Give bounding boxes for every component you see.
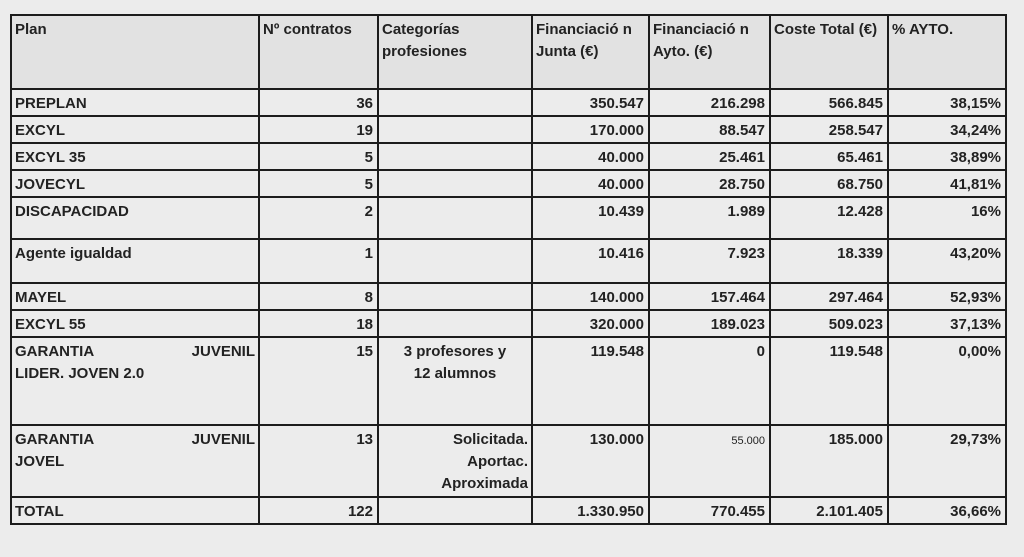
cell-pct: 29,73% xyxy=(888,425,1006,497)
cell-fin-ayto: 7.923 xyxy=(649,239,770,283)
plan-word: JUVENIL xyxy=(191,343,255,360)
table-row xyxy=(11,143,1006,170)
cell-fin-ayto: 216.298 xyxy=(649,89,770,116)
cell-contratos: 1 xyxy=(259,239,378,283)
cell-categorias xyxy=(378,143,532,170)
cell-fin-ayto: 28.750 xyxy=(649,170,770,197)
cell-fin-junta: 140.000 xyxy=(532,283,649,310)
cell-contratos: 122 xyxy=(259,497,378,524)
table-row xyxy=(11,170,1006,197)
cell-fin-junta: 40.000 xyxy=(532,170,649,197)
cell-coste: 68.750 xyxy=(770,170,888,197)
cell-pct: 41,81% xyxy=(888,170,1006,197)
cell-contratos: 18 xyxy=(259,310,378,337)
table-row xyxy=(11,310,1006,337)
funding-table xyxy=(10,14,1007,525)
categoria-line: Aproximada xyxy=(441,475,528,492)
table-row xyxy=(11,197,1006,239)
plan-line: JOVEL xyxy=(15,453,65,470)
categoria-line: Solicitada. xyxy=(452,431,528,448)
header-plan: Plan xyxy=(11,15,259,89)
cell-fin-junta: 40.000 xyxy=(532,143,649,170)
cell-pct: 0,00% xyxy=(888,337,1006,425)
cell-categorias xyxy=(378,116,532,143)
categoria-line: 12 alumnos xyxy=(413,365,497,382)
categoria-line: 3 profesores y xyxy=(403,343,507,360)
cell-fin-ayto: 1.989 xyxy=(649,197,770,239)
cell-contratos: 5 xyxy=(259,170,378,197)
plan-line xyxy=(15,429,255,451)
cell-pct: 52,93% xyxy=(888,283,1006,310)
cell-categorias xyxy=(378,170,532,197)
plan-line xyxy=(15,341,255,363)
cell-contratos: 19 xyxy=(259,116,378,143)
cell-plan: EXCYL 35 xyxy=(11,143,259,170)
cell-pct: 37,13% xyxy=(888,310,1006,337)
table-row xyxy=(11,425,1006,497)
cell-pct: 16% xyxy=(888,197,1006,239)
cell-contratos: 13 xyxy=(259,425,378,497)
plan-word: GARANTIA xyxy=(15,343,95,360)
cell-coste: 65.461 xyxy=(770,143,888,170)
cell-coste: 18.339 xyxy=(770,239,888,283)
cell-plan: Agente igualdad xyxy=(11,239,259,283)
header-categorias: Categorías profesiones xyxy=(378,15,532,89)
cell-fin-ayto: 189.023 xyxy=(649,310,770,337)
cell-fin-junta: 10.416 xyxy=(532,239,649,283)
cell-categorias xyxy=(378,283,532,310)
cell-plan: MAYEL xyxy=(11,283,259,310)
cell-coste: 258.547 xyxy=(770,116,888,143)
cell-plan: TOTAL xyxy=(11,497,259,524)
cell-contratos: 8 xyxy=(259,283,378,310)
table-row xyxy=(11,89,1006,116)
cell-contratos: 2 xyxy=(259,197,378,239)
cell-fin-junta: 1.330.950 xyxy=(532,497,649,524)
cell-fin-junta: 320.000 xyxy=(532,310,649,337)
header-fin-junta: Financiació n Junta (€) xyxy=(532,15,649,89)
cell-coste: 2.101.405 xyxy=(770,497,888,524)
cell-fin-ayto xyxy=(649,425,770,497)
cell-plan: PREPLAN xyxy=(11,89,259,116)
cell-fin-ayto: 25.461 xyxy=(649,143,770,170)
cell-pct: 43,20% xyxy=(888,239,1006,283)
plan-word: GARANTIA xyxy=(15,431,95,448)
cell-pct: 34,24% xyxy=(888,116,1006,143)
header-row xyxy=(11,15,1006,89)
cell-fin-ayto: 157.464 xyxy=(649,283,770,310)
header-fin-ayto: Financiació n Ayto. (€) xyxy=(649,15,770,89)
table-row xyxy=(11,337,1006,425)
header-pct-ayto: % AYTO. xyxy=(888,15,1006,89)
cell-plan xyxy=(11,337,259,425)
cell-pct: 36,66% xyxy=(888,497,1006,524)
cell-coste: 119.548 xyxy=(770,337,888,425)
cell-coste: 297.464 xyxy=(770,283,888,310)
cell-pct: 38,15% xyxy=(888,89,1006,116)
cell-contratos: 36 xyxy=(259,89,378,116)
cell-plan: EXCYL xyxy=(11,116,259,143)
cell-categorias xyxy=(378,197,532,239)
small-value: 55.000 xyxy=(731,435,765,447)
categoria-line: Aportac. xyxy=(467,453,528,470)
cell-fin-junta: 350.547 xyxy=(532,89,649,116)
header-contratos: Nº contratos xyxy=(259,15,378,89)
cell-categorias xyxy=(378,89,532,116)
cell-fin-ayto: 0 xyxy=(649,337,770,425)
cell-coste: 509.023 xyxy=(770,310,888,337)
cell-contratos: 15 xyxy=(259,337,378,425)
cell-plan: DISCAPACIDAD xyxy=(11,197,259,239)
table-row xyxy=(11,239,1006,283)
cell-fin-junta: 130.000 xyxy=(532,425,649,497)
cell-categorias xyxy=(378,337,532,425)
cell-categorias xyxy=(378,310,532,337)
cell-pct: 38,89% xyxy=(888,143,1006,170)
header-coste-total: Coste Total (€) xyxy=(770,15,888,89)
cell-coste: 12.428 xyxy=(770,197,888,239)
cell-fin-junta: 10.439 xyxy=(532,197,649,239)
cell-coste: 185.000 xyxy=(770,425,888,497)
cell-fin-ayto: 770.455 xyxy=(649,497,770,524)
cell-plan xyxy=(11,425,259,497)
plan-line: LIDER. JOVEN 2.0 xyxy=(15,365,145,382)
cell-categorias xyxy=(378,239,532,283)
table-row xyxy=(11,283,1006,310)
total-row xyxy=(11,497,1006,524)
cell-plan: JOVECYL xyxy=(11,170,259,197)
plan-word: JUVENIL xyxy=(191,431,255,448)
cell-plan: EXCYL 55 xyxy=(11,310,259,337)
cell-fin-junta: 170.000 xyxy=(532,116,649,143)
cell-fin-junta: 119.548 xyxy=(532,337,649,425)
cell-categorias xyxy=(378,497,532,524)
cell-coste: 566.845 xyxy=(770,89,888,116)
table-row xyxy=(11,116,1006,143)
cell-categorias xyxy=(378,425,532,497)
cell-contratos: 5 xyxy=(259,143,378,170)
cell-fin-ayto: 88.547 xyxy=(649,116,770,143)
